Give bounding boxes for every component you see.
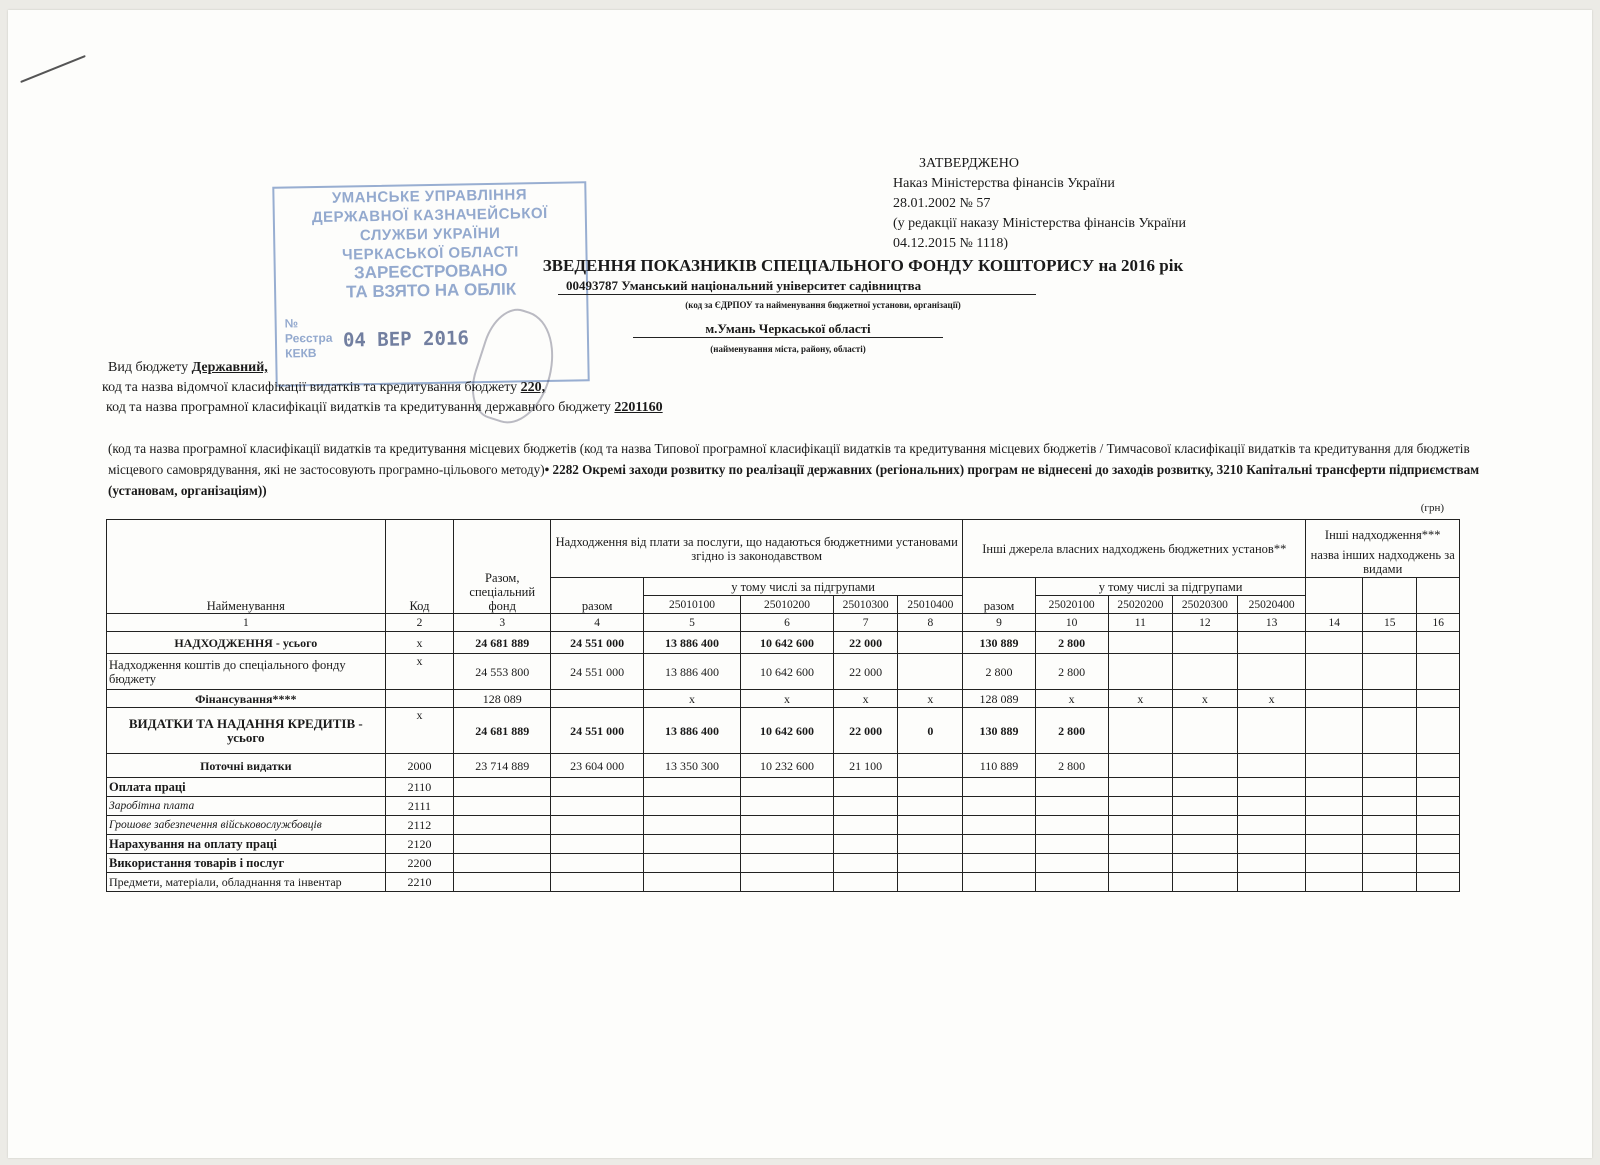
col-number: 9 [963, 614, 1036, 632]
row-name: Використання товарів і послуг [107, 854, 386, 873]
department-value: 220, [520, 380, 546, 395]
row-cell [644, 835, 741, 854]
document-page [8, 10, 1592, 1158]
col-number: 14 [1306, 614, 1363, 632]
row-cell [898, 778, 963, 797]
row-cell [1306, 797, 1363, 816]
row-cell [1108, 797, 1173, 816]
row-other-sum: 110 889 [963, 754, 1036, 778]
row-name: Надходження коштів до спеціального фонду бюджету [107, 654, 386, 690]
city-name: м.Умань Черкаської області [633, 321, 943, 338]
row-name: Фінансування**** [107, 690, 386, 708]
row-other-sum: 2 800 [963, 654, 1036, 690]
table-row [107, 816, 1460, 835]
header-fees-sum: разом [551, 578, 644, 614]
row-cell [551, 854, 644, 873]
fee-code-3: 25010300 [833, 596, 898, 614]
row-fee-2: х [741, 690, 834, 708]
col-number: 13 [1237, 614, 1306, 632]
program-label: код та назва програмної класифікації видатків та кредитування державного бюджету [106, 400, 615, 415]
row-cell [454, 835, 551, 854]
program-classification [106, 400, 663, 416]
stamp-registered: ЗАРЕЄСТРОВАНО [353, 260, 508, 283]
row-cell [1108, 835, 1173, 854]
header-fees-subgroups: у тому числі за підгрупами [644, 578, 963, 596]
row-cell [1362, 835, 1417, 854]
budget-type-label: Вид бюджету [108, 360, 192, 375]
row-cell [1173, 797, 1238, 816]
row-fee-4: х [898, 690, 963, 708]
row-other-3 [1173, 632, 1238, 654]
row-cell [1306, 854, 1363, 873]
row-other-1: 2 800 [1035, 632, 1108, 654]
budget-type [108, 360, 268, 376]
table-row [107, 778, 1460, 797]
row-cell [833, 797, 898, 816]
row-other-sum: 128 089 [963, 690, 1036, 708]
row-other-2 [1108, 632, 1173, 654]
row-other-1: 2 800 [1035, 708, 1108, 754]
col-number: 1 [107, 614, 386, 632]
row-cell [1362, 797, 1417, 816]
row-cell [741, 797, 834, 816]
row-cell [963, 873, 1036, 892]
department-label: код та назва відомчої класифікації видатків та кредитування бюджету [102, 380, 521, 395]
row-other-4: х [1237, 690, 1306, 708]
other-code-4: 25020400 [1237, 596, 1306, 614]
row-cell [1417, 816, 1460, 835]
row-cell [1417, 690, 1460, 708]
row-code: 2112 [385, 816, 454, 835]
col-number: 15 [1362, 614, 1417, 632]
header-fees: Надходження від плати за послуги, що надаються бюджетними установами згідно із законодавством [551, 520, 963, 578]
special-fund-table [106, 519, 1460, 892]
currency-unit: (грн) [1420, 502, 1444, 514]
column-number-row [107, 614, 1460, 632]
row-fees-sum: 24 551 000 [551, 708, 644, 754]
approval-block [893, 154, 1186, 254]
approval-line-4: 04.12.2015 № 1118) [893, 236, 1008, 251]
row-name: Грошове забезпечення військовослужбовців [107, 816, 386, 835]
other-code-3: 25020300 [1173, 596, 1238, 614]
row-fee-3: 22 000 [833, 632, 898, 654]
row-cell [833, 835, 898, 854]
row-cell [1035, 816, 1108, 835]
row-code: х [385, 654, 454, 690]
col-number: 5 [644, 614, 741, 632]
table-row [107, 754, 1460, 778]
table-row [107, 873, 1460, 892]
row-fees-sum [551, 690, 644, 708]
other-code-1: 25020100 [1035, 596, 1108, 614]
row-cell [1035, 873, 1108, 892]
row-cell [454, 778, 551, 797]
header-other-income-3 [1417, 578, 1460, 614]
row-cell [1417, 754, 1460, 778]
row-cell [454, 816, 551, 835]
header-other-income-2 [1362, 578, 1417, 614]
row-fee-1: 13 886 400 [644, 654, 741, 690]
row-cell [1362, 854, 1417, 873]
row-cell [898, 835, 963, 854]
col-number: 4 [551, 614, 644, 632]
table-row [107, 632, 1460, 654]
row-cell [741, 816, 834, 835]
row-code: 2200 [385, 854, 454, 873]
row-fee-1: 13 886 400 [644, 708, 741, 754]
approval-line-3: (у редакції наказу Міністерства фінансів України [893, 216, 1187, 231]
row-other-2 [1108, 654, 1173, 690]
col-number: 12 [1173, 614, 1238, 632]
row-other-4 [1237, 632, 1306, 654]
row-code: 2210 [385, 873, 454, 892]
row-cell [1417, 632, 1460, 654]
row-cell [1306, 708, 1363, 754]
row-cell [1362, 754, 1417, 778]
row-code: 2110 [385, 778, 454, 797]
stamp-date: 04 ВЕР 2016 [342, 327, 469, 352]
row-name: Нарахування на оплату праці [107, 835, 386, 854]
col-number: 7 [833, 614, 898, 632]
row-fees-sum: 24 551 000 [551, 632, 644, 654]
row-other-4 [1237, 654, 1306, 690]
stamp-line-1: УМАНСЬКЕ УПРАВЛІННЯ [331, 186, 528, 207]
row-cell [1173, 835, 1238, 854]
note-text: (код та назва програмної класифікації видатків та кредитування місцевих бюджетів (код та назва Типової програмної класифікації видатків та кредитування місцевих бюджетів / Тимчасової класифікації видатків та кредитування для бюджетів місцевого самоврядування, які не застосовують програмно-цільового методу) [108, 441, 1470, 477]
row-cell [1173, 854, 1238, 873]
stamp-number-label: № [284, 316, 299, 331]
row-name: ВИДАТКИ ТА НАДАННЯ КРЕДИТІВ - усього [107, 708, 386, 754]
row-fee-1: 13 886 400 [644, 632, 741, 654]
pencil-mark [20, 55, 86, 83]
row-total: 24 553 800 [454, 654, 551, 690]
row-other-4 [1237, 754, 1306, 778]
row-fee-4 [898, 632, 963, 654]
row-cell [1237, 797, 1306, 816]
row-cell [644, 873, 741, 892]
header-other-income-1 [1306, 578, 1363, 614]
row-cell [644, 797, 741, 816]
row-cell [1306, 690, 1363, 708]
row-cell [1173, 778, 1238, 797]
row-cell [1035, 797, 1108, 816]
row-name: Предмети, матеріали, обладнання та інвентар [107, 873, 386, 892]
table-row [107, 654, 1460, 690]
row-cell [898, 816, 963, 835]
row-code: 2111 [385, 797, 454, 816]
row-fee-3: х [833, 690, 898, 708]
row-cell [1108, 873, 1173, 892]
row-cell [1306, 754, 1363, 778]
row-code: х [385, 632, 454, 654]
row-cell [833, 778, 898, 797]
header-other-income-sub: назва інших надходжень за видами [1310, 548, 1455, 576]
department-classification [102, 380, 545, 396]
row-cell [1108, 816, 1173, 835]
row-cell [551, 816, 644, 835]
row-fee-2: 10 232 600 [741, 754, 834, 778]
row-cell [1362, 632, 1417, 654]
row-cell [1362, 778, 1417, 797]
row-fee-2: 10 642 600 [741, 654, 834, 690]
stamp-line-2: ДЕРЖАВНОЇ КАЗНАЧЕЙСЬКОЇ [311, 204, 548, 227]
row-total: 128 089 [454, 690, 551, 708]
row-cell [963, 797, 1036, 816]
row-fee-3: 22 000 [833, 708, 898, 754]
header-other-subgroups: у тому числі за підгрупами [1035, 578, 1306, 596]
stamp-kekv-label: КЕКВ [285, 346, 317, 361]
row-cell [1362, 690, 1417, 708]
header-other-sources: Інші джерела власних надходжень бюджетних установ** [963, 520, 1306, 578]
row-cell [1108, 778, 1173, 797]
row-cell [1306, 654, 1363, 690]
row-cell [1417, 654, 1460, 690]
row-total: 24 681 889 [454, 632, 551, 654]
row-code: 2120 [385, 835, 454, 854]
row-code [385, 690, 454, 708]
row-cell [1362, 816, 1417, 835]
col-number: 16 [1417, 614, 1460, 632]
row-cell [454, 854, 551, 873]
row-cell [1237, 854, 1306, 873]
row-cell [1173, 873, 1238, 892]
row-other-4 [1237, 708, 1306, 754]
row-cell [963, 835, 1036, 854]
other-code-2: 25020200 [1108, 596, 1173, 614]
row-cell [1362, 708, 1417, 754]
row-cell [1362, 654, 1417, 690]
row-other-1: х [1035, 690, 1108, 708]
header-other-income [1306, 520, 1460, 578]
table-row [107, 690, 1460, 708]
row-cell [1306, 632, 1363, 654]
row-code: х [385, 708, 454, 754]
row-cell [1306, 835, 1363, 854]
table-row [107, 835, 1460, 854]
row-other-sum: 130 889 [963, 632, 1036, 654]
row-cell [741, 835, 834, 854]
row-fees-sum: 23 604 000 [551, 754, 644, 778]
row-cell [741, 873, 834, 892]
row-cell [1237, 835, 1306, 854]
row-cell [1173, 816, 1238, 835]
program-value: 2201160 [614, 400, 663, 415]
row-cell [551, 835, 644, 854]
row-cell [551, 778, 644, 797]
table-row [107, 854, 1460, 873]
row-other-3 [1173, 654, 1238, 690]
note-bold: • 2282 Окремі заходи розвитку по реалізації державних (регіональних) програм не віднесені до заходів розвитку, 3210 Капітальні трансферти підприємствам (установам, організаціям)) [108, 462, 1480, 498]
row-cell [1035, 835, 1108, 854]
stamp-accounted: ТА ВЗЯТО НА ОБЛІК [345, 279, 517, 302]
row-cell [1306, 873, 1363, 892]
row-other-1: 2 800 [1035, 654, 1108, 690]
row-cell [833, 816, 898, 835]
col-number: 2 [385, 614, 454, 632]
row-cell [1237, 816, 1306, 835]
row-cell [963, 816, 1036, 835]
row-other-2 [1108, 754, 1173, 778]
row-cell [1306, 778, 1363, 797]
row-fees-sum: 24 551 000 [551, 654, 644, 690]
row-name: Оплата праці [107, 778, 386, 797]
row-other-2: х [1108, 690, 1173, 708]
row-cell [1417, 854, 1460, 873]
row-cell [454, 873, 551, 892]
header-code: Код [385, 520, 454, 614]
row-cell [1417, 708, 1460, 754]
row-cell [1417, 778, 1460, 797]
row-cell [741, 854, 834, 873]
row-cell [963, 854, 1036, 873]
row-fee-1: х [644, 690, 741, 708]
stamp-register-label: Реєстра [284, 330, 333, 346]
col-number: 8 [898, 614, 963, 632]
row-cell [898, 797, 963, 816]
row-fee-3: 21 100 [833, 754, 898, 778]
classification-note [108, 438, 1488, 501]
organization-name: 00493787 Уманський національний університет садівництва [558, 278, 1036, 295]
stamp-fields [285, 316, 333, 362]
document-title: ЗВЕДЕННЯ ПОКАЗНИКІВ СПЕЦІАЛЬНОГО ФОНДУ КОШТОРИСУ на 2016 рік [542, 256, 1184, 275]
row-fee-2: 10 642 600 [741, 632, 834, 654]
header-other-income-title: Інші надходження*** [1324, 528, 1441, 542]
approval-line-2: 28.01.2002 № 57 [893, 196, 991, 211]
row-name: Заробітна плата [107, 797, 386, 816]
row-cell [833, 873, 898, 892]
row-other-3 [1173, 708, 1238, 754]
col-number: 3 [454, 614, 551, 632]
row-code: 2000 [385, 754, 454, 778]
row-other-sum: 130 889 [963, 708, 1036, 754]
row-cell [1108, 854, 1173, 873]
row-cell [1306, 816, 1363, 835]
col-number: 10 [1035, 614, 1108, 632]
approval-line-1: Наказ Міністерства фінансів України [893, 176, 1115, 191]
col-number: 6 [741, 614, 834, 632]
row-cell [1362, 873, 1417, 892]
row-cell [1417, 835, 1460, 854]
organization-caption: (код за ЄДРПОУ та найменування бюджетної установи, організації) [685, 300, 961, 310]
city-caption: (найменування міста, району, області) [710, 344, 866, 354]
row-cell [644, 816, 741, 835]
header-total: Разом, спеціальний фонд [454, 520, 551, 614]
row-total: 23 714 889 [454, 754, 551, 778]
stamp-line-4: ЧЕРКАСЬКОЇ ОБЛАСТІ [341, 243, 519, 264]
row-fee-2: 10 642 600 [741, 708, 834, 754]
row-cell [1237, 778, 1306, 797]
header-other-sum: разом [963, 578, 1036, 614]
row-cell [898, 873, 963, 892]
header-name: Найменування [107, 520, 386, 614]
row-cell [551, 797, 644, 816]
row-cell [963, 778, 1036, 797]
table-row [107, 708, 1460, 754]
row-name: НАДХОДЖЕННЯ - усього [107, 632, 386, 654]
row-fee-1: 13 350 300 [644, 754, 741, 778]
row-cell [454, 797, 551, 816]
row-fee-4 [898, 754, 963, 778]
row-other-3: х [1173, 690, 1238, 708]
row-name: Поточні видатки [107, 754, 386, 778]
row-cell [1417, 797, 1460, 816]
row-cell [551, 873, 644, 892]
budget-type-value: Державний, [191, 360, 268, 375]
row-fee-4 [898, 654, 963, 690]
row-cell [898, 854, 963, 873]
fee-code-2: 25010200 [741, 596, 834, 614]
approval-title: ЗАТВЕРДЖЕНО [919, 156, 1019, 171]
col-number: 11 [1108, 614, 1173, 632]
row-fee-4: 0 [898, 708, 963, 754]
table-row [107, 797, 1460, 816]
row-cell [833, 854, 898, 873]
row-other-3 [1173, 754, 1238, 778]
row-cell [644, 854, 741, 873]
fee-code-1: 25010100 [644, 596, 741, 614]
fee-code-4: 25010400 [898, 596, 963, 614]
row-cell [1417, 873, 1460, 892]
row-cell [1035, 854, 1108, 873]
row-cell [644, 778, 741, 797]
row-other-2 [1108, 708, 1173, 754]
row-fee-3: 22 000 [833, 654, 898, 690]
stamp-line-3: СЛУЖБИ УКРАЇНИ [359, 224, 501, 245]
row-total: 24 681 889 [454, 708, 551, 754]
row-cell [1237, 873, 1306, 892]
row-cell [741, 778, 834, 797]
row-cell [1035, 778, 1108, 797]
row-other-1: 2 800 [1035, 754, 1108, 778]
